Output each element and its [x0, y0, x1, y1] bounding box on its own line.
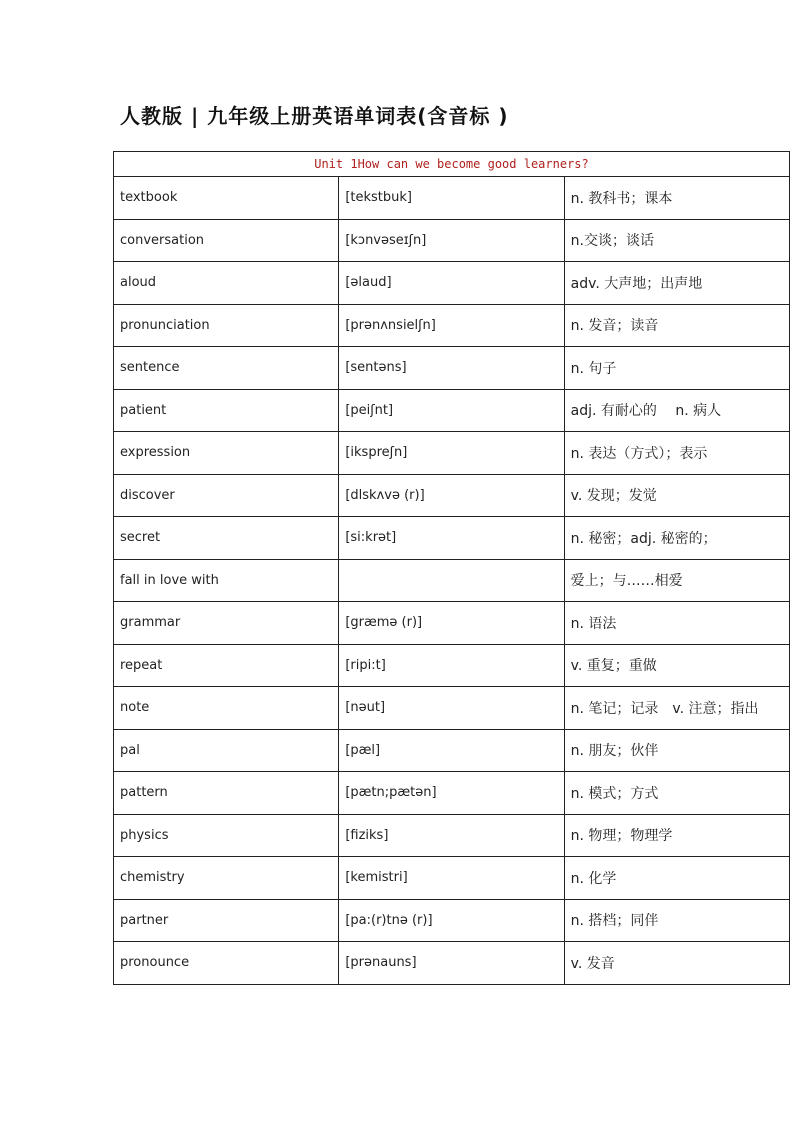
- phonetic-cell: [tekstbuk]: [339, 177, 564, 220]
- meaning-cell: n.交谈；谈话: [564, 219, 789, 262]
- phonetic-cell: [si:krət]: [339, 517, 564, 560]
- meaning-cell: n. 语法: [564, 602, 789, 645]
- meaning-cell: n. 句子: [564, 347, 789, 390]
- word-cell: conversation: [114, 219, 339, 262]
- phonetic-cell: [pa:(r)tnə (r)]: [339, 899, 564, 942]
- word-cell: chemistry: [114, 857, 339, 900]
- meaning-cell: v. 发现；发觉: [564, 474, 789, 517]
- table-row: [114, 262, 790, 305]
- vocabulary-table: [113, 151, 790, 985]
- meaning-cell: v. 重复；重做: [564, 644, 789, 687]
- word-cell: sentence: [114, 347, 339, 390]
- table-row: [114, 347, 790, 390]
- phonetic-cell: [pæl]: [339, 729, 564, 772]
- meaning-cell: n. 搭档；同伴: [564, 899, 789, 942]
- word-cell: pronunciation: [114, 304, 339, 347]
- table-row: [114, 729, 790, 772]
- phonetic-cell: [peiʃnt]: [339, 389, 564, 432]
- phonetic-cell: [kemistri]: [339, 857, 564, 900]
- meaning-cell: v. 发音: [564, 942, 789, 985]
- meaning-cell: n. 表达（方式）；表示: [564, 432, 789, 475]
- meaning-cell: n. 朋友；伙伴: [564, 729, 789, 772]
- phonetic-cell: [fiziks]: [339, 814, 564, 857]
- phonetic-cell: [339, 559, 564, 602]
- word-cell: pronounce: [114, 942, 339, 985]
- word-cell: pattern: [114, 772, 339, 815]
- table-row: [114, 644, 790, 687]
- table-row: [114, 942, 790, 985]
- word-cell: repeat: [114, 644, 339, 687]
- word-cell: physics: [114, 814, 339, 857]
- phonetic-cell: [ripi:t]: [339, 644, 564, 687]
- word-cell: grammar: [114, 602, 339, 645]
- meaning-cell: n. 秘密；adj. 秘密的；: [564, 517, 789, 560]
- phonetic-cell: [dlskʌvə (r)]: [339, 474, 564, 517]
- table-row: [114, 772, 790, 815]
- phonetic-cell: [græmə (r)]: [339, 602, 564, 645]
- word-cell: aloud: [114, 262, 339, 305]
- table-row: [114, 687, 790, 730]
- table-row: [114, 857, 790, 900]
- word-cell: note: [114, 687, 339, 730]
- meaning-cell: adv. 大声地；出声地: [564, 262, 789, 305]
- meaning-cell: n. 教科书；课本: [564, 177, 789, 220]
- word-cell: discover: [114, 474, 339, 517]
- table-row: [114, 389, 790, 432]
- table-row: [114, 899, 790, 942]
- table-row: [114, 559, 790, 602]
- word-cell: secret: [114, 517, 339, 560]
- meaning-cell: adj. 有耐心的 n. 病人: [564, 389, 789, 432]
- unit-title: Unit 1How can we become good learners?: [114, 152, 790, 177]
- meaning-cell: n. 发音；读音: [564, 304, 789, 347]
- unit-header-row: [114, 152, 790, 177]
- meaning-cell: n. 物理；物理学: [564, 814, 789, 857]
- word-cell: patient: [114, 389, 339, 432]
- table-row: [114, 304, 790, 347]
- phonetic-cell: [kɔnvəseɪʃn]: [339, 219, 564, 262]
- word-cell: fall in love with: [114, 559, 339, 602]
- table-row: [114, 814, 790, 857]
- phonetic-cell: [prənʌnsielʃn]: [339, 304, 564, 347]
- table-row: [114, 432, 790, 475]
- word-cell: partner: [114, 899, 339, 942]
- word-cell: textbook: [114, 177, 339, 220]
- word-cell: pal: [114, 729, 339, 772]
- phonetic-cell: [nəut]: [339, 687, 564, 730]
- document-title: 人教版 | 九年级上册英语单词表(含音标 ): [120, 104, 509, 128]
- table-row: [114, 517, 790, 560]
- meaning-cell: 爱上；与……相爱: [564, 559, 789, 602]
- meaning-cell: n. 化学: [564, 857, 789, 900]
- word-cell: expression: [114, 432, 339, 475]
- table-row: [114, 177, 790, 220]
- meaning-cell: n. 模式；方式: [564, 772, 789, 815]
- phonetic-cell: [prənauns]: [339, 942, 564, 985]
- phonetic-cell: [ikspreʃn]: [339, 432, 564, 475]
- phonetic-cell: [sentəns]: [339, 347, 564, 390]
- meaning-cell: n. 笔记；记录 v. 注意；指出: [564, 687, 789, 730]
- table-row: [114, 474, 790, 517]
- table-row: [114, 219, 790, 262]
- phonetic-cell: [pætn;pætən]: [339, 772, 564, 815]
- phonetic-cell: [əlaud]: [339, 262, 564, 305]
- table-row: [114, 602, 790, 645]
